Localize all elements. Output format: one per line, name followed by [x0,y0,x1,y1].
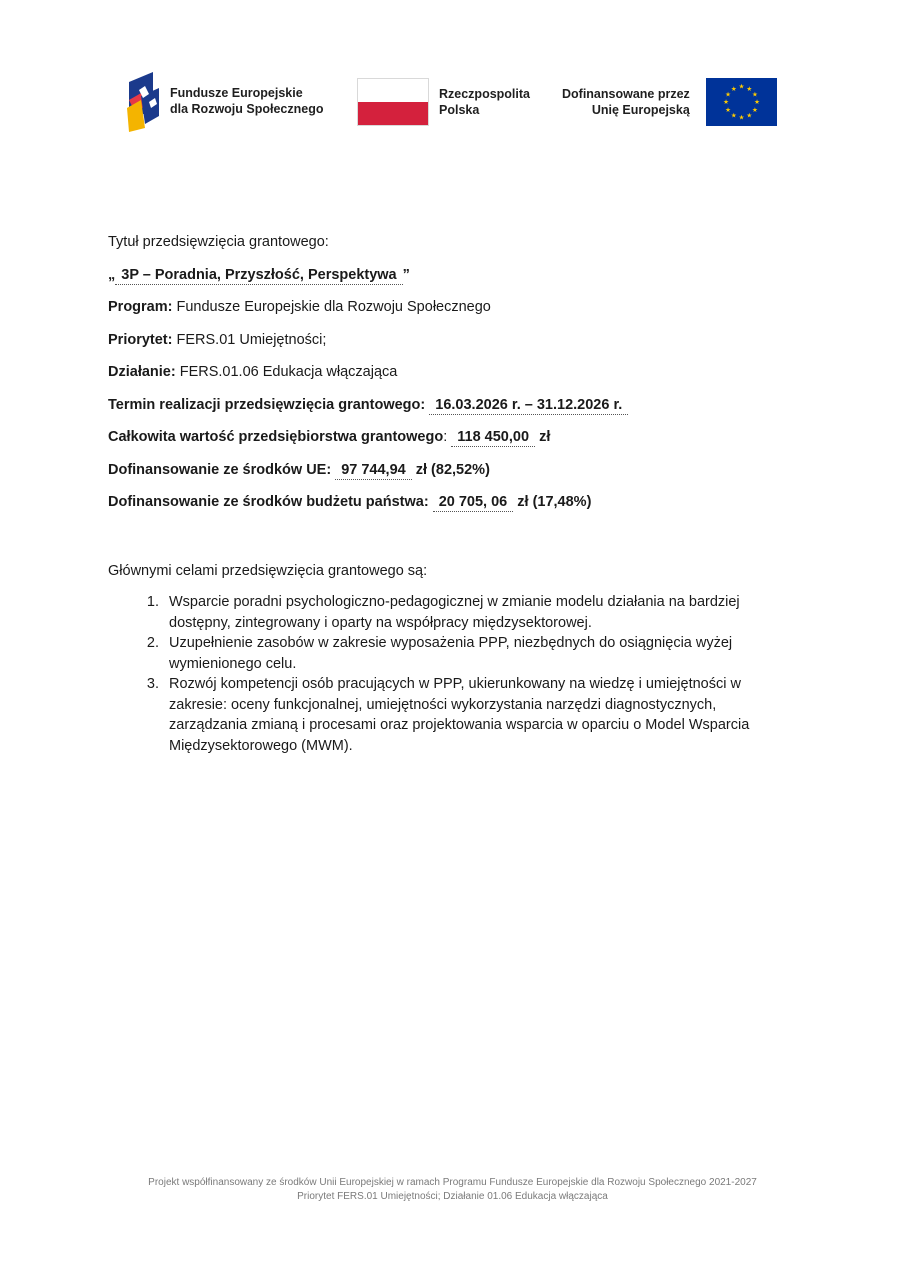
eu-funding-line [108,460,788,481]
rp-logo-line1: Rzeczpospolita [439,87,530,101]
title-close-quote: ” [402,266,410,283]
action-line [108,362,788,383]
project-title [108,265,788,286]
eu-star-icon: ★ [746,85,752,93]
list-item: 3. Rozwój kompetencji osób pracujących w PPP, ukierunkowany na wiedzę i umiejętności w zakresie: oceny funkcjonalnej, umiejętności wykorzystania narzędzi diagnostycznych, zarządzania zmianą i procesami oraz projektowania wsparcia w oparciu o Model Wsparcia Międzysektorowego (MWM). [163,674,788,756]
eu-star-icon: ★ [738,114,745,122]
list-item: 1. Wsparcie poradni psychologiczno-pedagogicznej w zmianie modelu działania na bardziej dostępny, zintegrowany i oparty na współpracy międzysektorowej. [163,592,788,633]
action-label: Działanie: [108,364,176,380]
priority-line [108,330,788,351]
state-funding-line [108,492,788,513]
program-label: Program: [108,299,173,315]
header-logos [0,68,905,138]
priority-label: Priorytet: [108,331,173,348]
program-line [108,297,788,318]
footer-line1: Projekt współfinansowany ze środków Unii Europejskiej w ramach Programu Fundusze Europejskie dla Rozwoju Społecznego 2021-2027 [148,1177,757,1188]
logo-rp [357,78,530,126]
state-funding-label: Dofinansowanie ze środków budżetu państwa: [108,494,429,510]
total-value-field: 118 450,00 [451,429,535,447]
eu-star-icon: ★ [722,99,729,107]
title-value-field: 3P – Poradnia, Przyszłość, Perspektywa [115,267,402,285]
eu-funding-value-field: 97 744,94 [335,462,412,480]
eu-star-icon: ★ [751,106,758,114]
term-line [108,395,788,416]
fers-logo-line1: Fundusze Europejskie [170,86,303,100]
eu-star-icon: ★ [746,112,752,120]
rp-logo-line2: Polska [439,103,480,117]
logo-eu [562,78,777,126]
action-value: FERS.01.06 Edukacja włączająca [179,364,398,380]
eu-logo-line1: Dofinansowane przez [562,87,690,101]
total-colon: : [443,429,448,445]
eu-star-icon: ★ [730,85,737,93]
eu-logo-line2: Unię Europejską [591,103,690,117]
total-line [108,427,788,448]
fers-logo-text [170,85,323,117]
page-footer [0,1176,905,1204]
title-open-quote: „ [108,266,116,283]
goals-list [108,592,788,756]
list-item: 2. Uzupełnienie zasobów w zakresie wyposażenia PPP, niezbędnych do osiągnięcia wyżej wymienionego celu. [163,633,788,674]
eu-logo-text [562,86,690,118]
state-funding-unit: zł (17,48%) [517,494,592,510]
total-label: Całkowita wartość przedsiębiorstwa grantowego [108,429,444,445]
fers-logo-line2: dla Rozwoju Społecznego [170,102,324,116]
eu-star-icon: ★ [730,112,737,120]
term-value-field: 16.03.2026 r. – 31.12.2026 r. [429,397,628,415]
eu-star-icon: ★ [738,83,745,91]
priority-value: FERS.01 Umiejętności; [176,331,327,348]
eu-funding-unit: zł (82,52%) [415,461,490,478]
eu-flag-icon [706,78,777,126]
eu-star-icon: ★ [751,91,758,99]
rp-logo-text [439,86,530,118]
goals-intro: Głównymi celami przedsięwzięcia grantowego są: [108,563,428,579]
term-label: Termin realizacji przedsięwzięcia grantowego: [108,396,426,413]
eu-star-icon: ★ [753,99,760,107]
eu-funding-label: Dofinansowanie ze środków UE: [108,461,332,478]
program-value: Fundusze Europejskie dla Rozwoju Społecznego [176,299,491,315]
logo-fers [125,70,323,132]
state-funding-value-field: 20 705, 06 [433,494,514,512]
document-body [108,232,788,756]
title-label: Tytuł przedsięwzięcia grantowego: [108,234,329,250]
total-unit: zł [539,429,551,445]
eu-star-icon: ★ [724,91,731,99]
polish-flag-icon [357,78,429,126]
footer-line2: Priorytet FERS.01 Umiejętności; Działanie 01.06 Edukacja włączająca [297,1191,608,1202]
eu-star-icon: ★ [724,106,731,114]
fers-logo-icon [125,70,161,132]
